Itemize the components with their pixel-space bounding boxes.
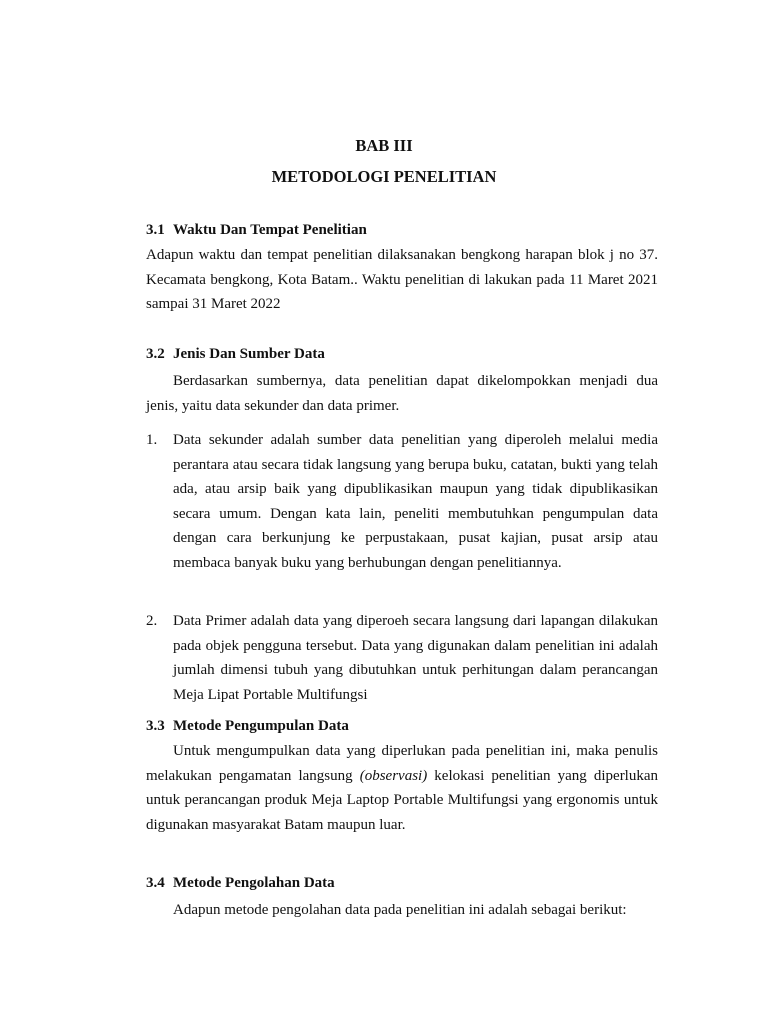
italic-term: (observasi) (359, 767, 428, 784)
list-item-text: Data sekunder adalah sumber data penelitian yang diperoleh melalui media perantara atau secara tidak langsung yang berupa buku, catatan, bukti yang telah ada, atau arsip baik yang dipublikasikan maupun yang tidak dipublikasikan secara umum. Dengan kata lain, peneliti membutuhkan pengumpulan data dengan cara berkunjung ke perpustakaan, pusat kajian, pusat arsip atau membaca banyak buku yang berhubungan dengan penelitiannya. (173, 432, 658, 571)
section-title: Waktu Dan Tempat Penelitian (173, 222, 367, 238)
section-title: Metode Pengolahan Data (173, 875, 335, 891)
list-marker: 1. (146, 432, 158, 448)
section-number: 3.3 (146, 718, 165, 734)
list-item (146, 428, 658, 575)
section-heading-3-3 (146, 718, 349, 735)
section-number: 3.4 (146, 875, 165, 891)
section-number: 3.2 (146, 346, 165, 362)
section-3-1-paragraph: Adapun waktu dan tempat penelitian dilaksanakan bengkong harapan blok j no 37. Kecamata bengkong, Kota Batam.. Waktu penelitian di lakukan pada 11 Maret 2021 sampai 31 Maret 2022 (146, 247, 658, 312)
section-3-2-intro: Berdasarkan sumbernya, data penelitian dapat dikelompokkan menjadi dua jenis, yaitu data sekunder dan data primer. (146, 373, 658, 414)
section-heading-3-1 (146, 222, 367, 239)
paragraph-text: Untuk mengumpulkan data yang diperlukan pada penelitian ini, maka penulis melakukan pengamatan langsung (146, 743, 658, 784)
section-3-4-intro: Adapun metode pengolahan data pada penelitian ini adalah sebagai berikut: (173, 902, 627, 918)
section-number: 3.1 (146, 222, 165, 238)
chapter-title: METODOLOGI PENELITIAN (271, 167, 497, 186)
section-title: Jenis Dan Sumber Data (173, 346, 325, 362)
chapter-number: BAB III (355, 136, 413, 155)
section-heading-3-2 (146, 346, 325, 363)
list-marker: 2. (146, 613, 158, 629)
section-heading-3-4 (146, 875, 335, 892)
list-item (146, 609, 658, 707)
paragraph-text: kelokasi penelitian yang diperlukan untuk perancangan produk Meja Laptop Portable Multifungsi yang ergonomis untuk digunakan masyarakat Batam maupun luar. (146, 767, 659, 833)
list-item-text: Data Primer adalah data yang diperoeh secara langsung dari lapangan dilakukan pada objek pengguna tersebut. Data yang digunakan dalam penelitian ini adalah jumlah dimensi tubuh yang dibutuhkan untuk perhitungan dalam perancangan Meja Lipat Portable Multifungsi (173, 613, 658, 703)
section-3-3-paragraph (146, 739, 658, 837)
section-title: Metode Pengumpulan Data (173, 718, 349, 734)
